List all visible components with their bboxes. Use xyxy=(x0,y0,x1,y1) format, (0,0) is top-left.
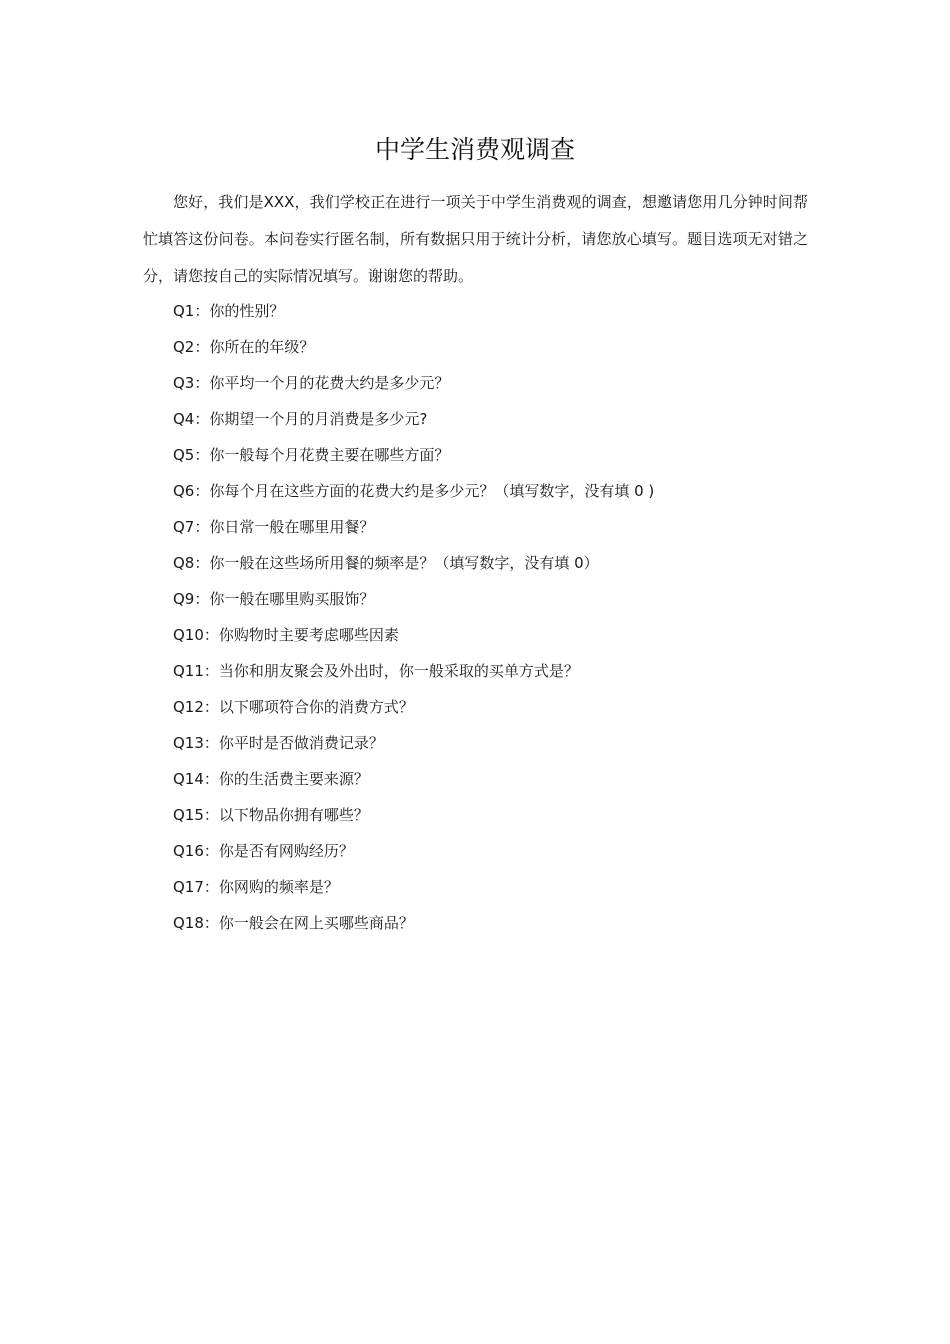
question-q8: Q8：你一般在这些场所用餐的频率是？（填写数字，没有填 0） xyxy=(173,554,599,572)
question-q18: Q18：你一般会在网上买哪些商品？ xyxy=(173,914,414,932)
question-q3: Q3：你平均一个月的花费大约是多少元？ xyxy=(173,374,450,392)
question-q13: Q13：你平时是否做消费记录？ xyxy=(173,734,384,752)
question-q12: Q12：以下哪项符合你的消费方式？ xyxy=(173,698,414,716)
question-q11: Q11：当你和朋友聚会及外出时，你一般采取的买单方式是？ xyxy=(173,662,579,680)
question-q6: Q6：你每个月在这些方面的花费大约是多少元？（填写数字，没有填 0 ) xyxy=(173,482,655,500)
question-q10: Q10：你购物时主要考虑哪些因素 xyxy=(173,626,399,644)
question-q9: Q9：你一般在哪里购买服饰？ xyxy=(173,590,375,608)
page-title: 中学生消费观调查 xyxy=(374,135,575,164)
question-q2: Q2：你所在的年级？ xyxy=(173,338,315,356)
question-q5: Q5：你一般每个月花费主要在哪些方面？ xyxy=(173,446,450,464)
question-list xyxy=(173,293,654,941)
question-q7: Q7：你日常一般在哪里用餐？ xyxy=(173,518,375,536)
question-q4: Q4：你期望一个月的月消费是多少元? xyxy=(173,410,428,428)
question-q15: Q15：以下物品你拥有哪些？ xyxy=(173,806,369,824)
question-q1: Q1：你的性别？ xyxy=(173,302,285,320)
question-q17: Q17：你网购的频率是？ xyxy=(173,878,339,896)
intro-paragraph: 您好，我们是XXX，我们学校正在进行一项关于中学生消费观的调查，想邀请您用几分钟时间帮忙填答这份问卷。本问卷实行匿名制，所有数据只用于统计分析，请您放心填写。题目选项无对错之分，请您按自己的实际情况填写。谢谢您的帮助。 xyxy=(143,193,808,285)
question-q16: Q16：你是否有网购经历？ xyxy=(173,842,354,860)
question-q14: Q14：你的生活费主要来源？ xyxy=(173,770,369,788)
